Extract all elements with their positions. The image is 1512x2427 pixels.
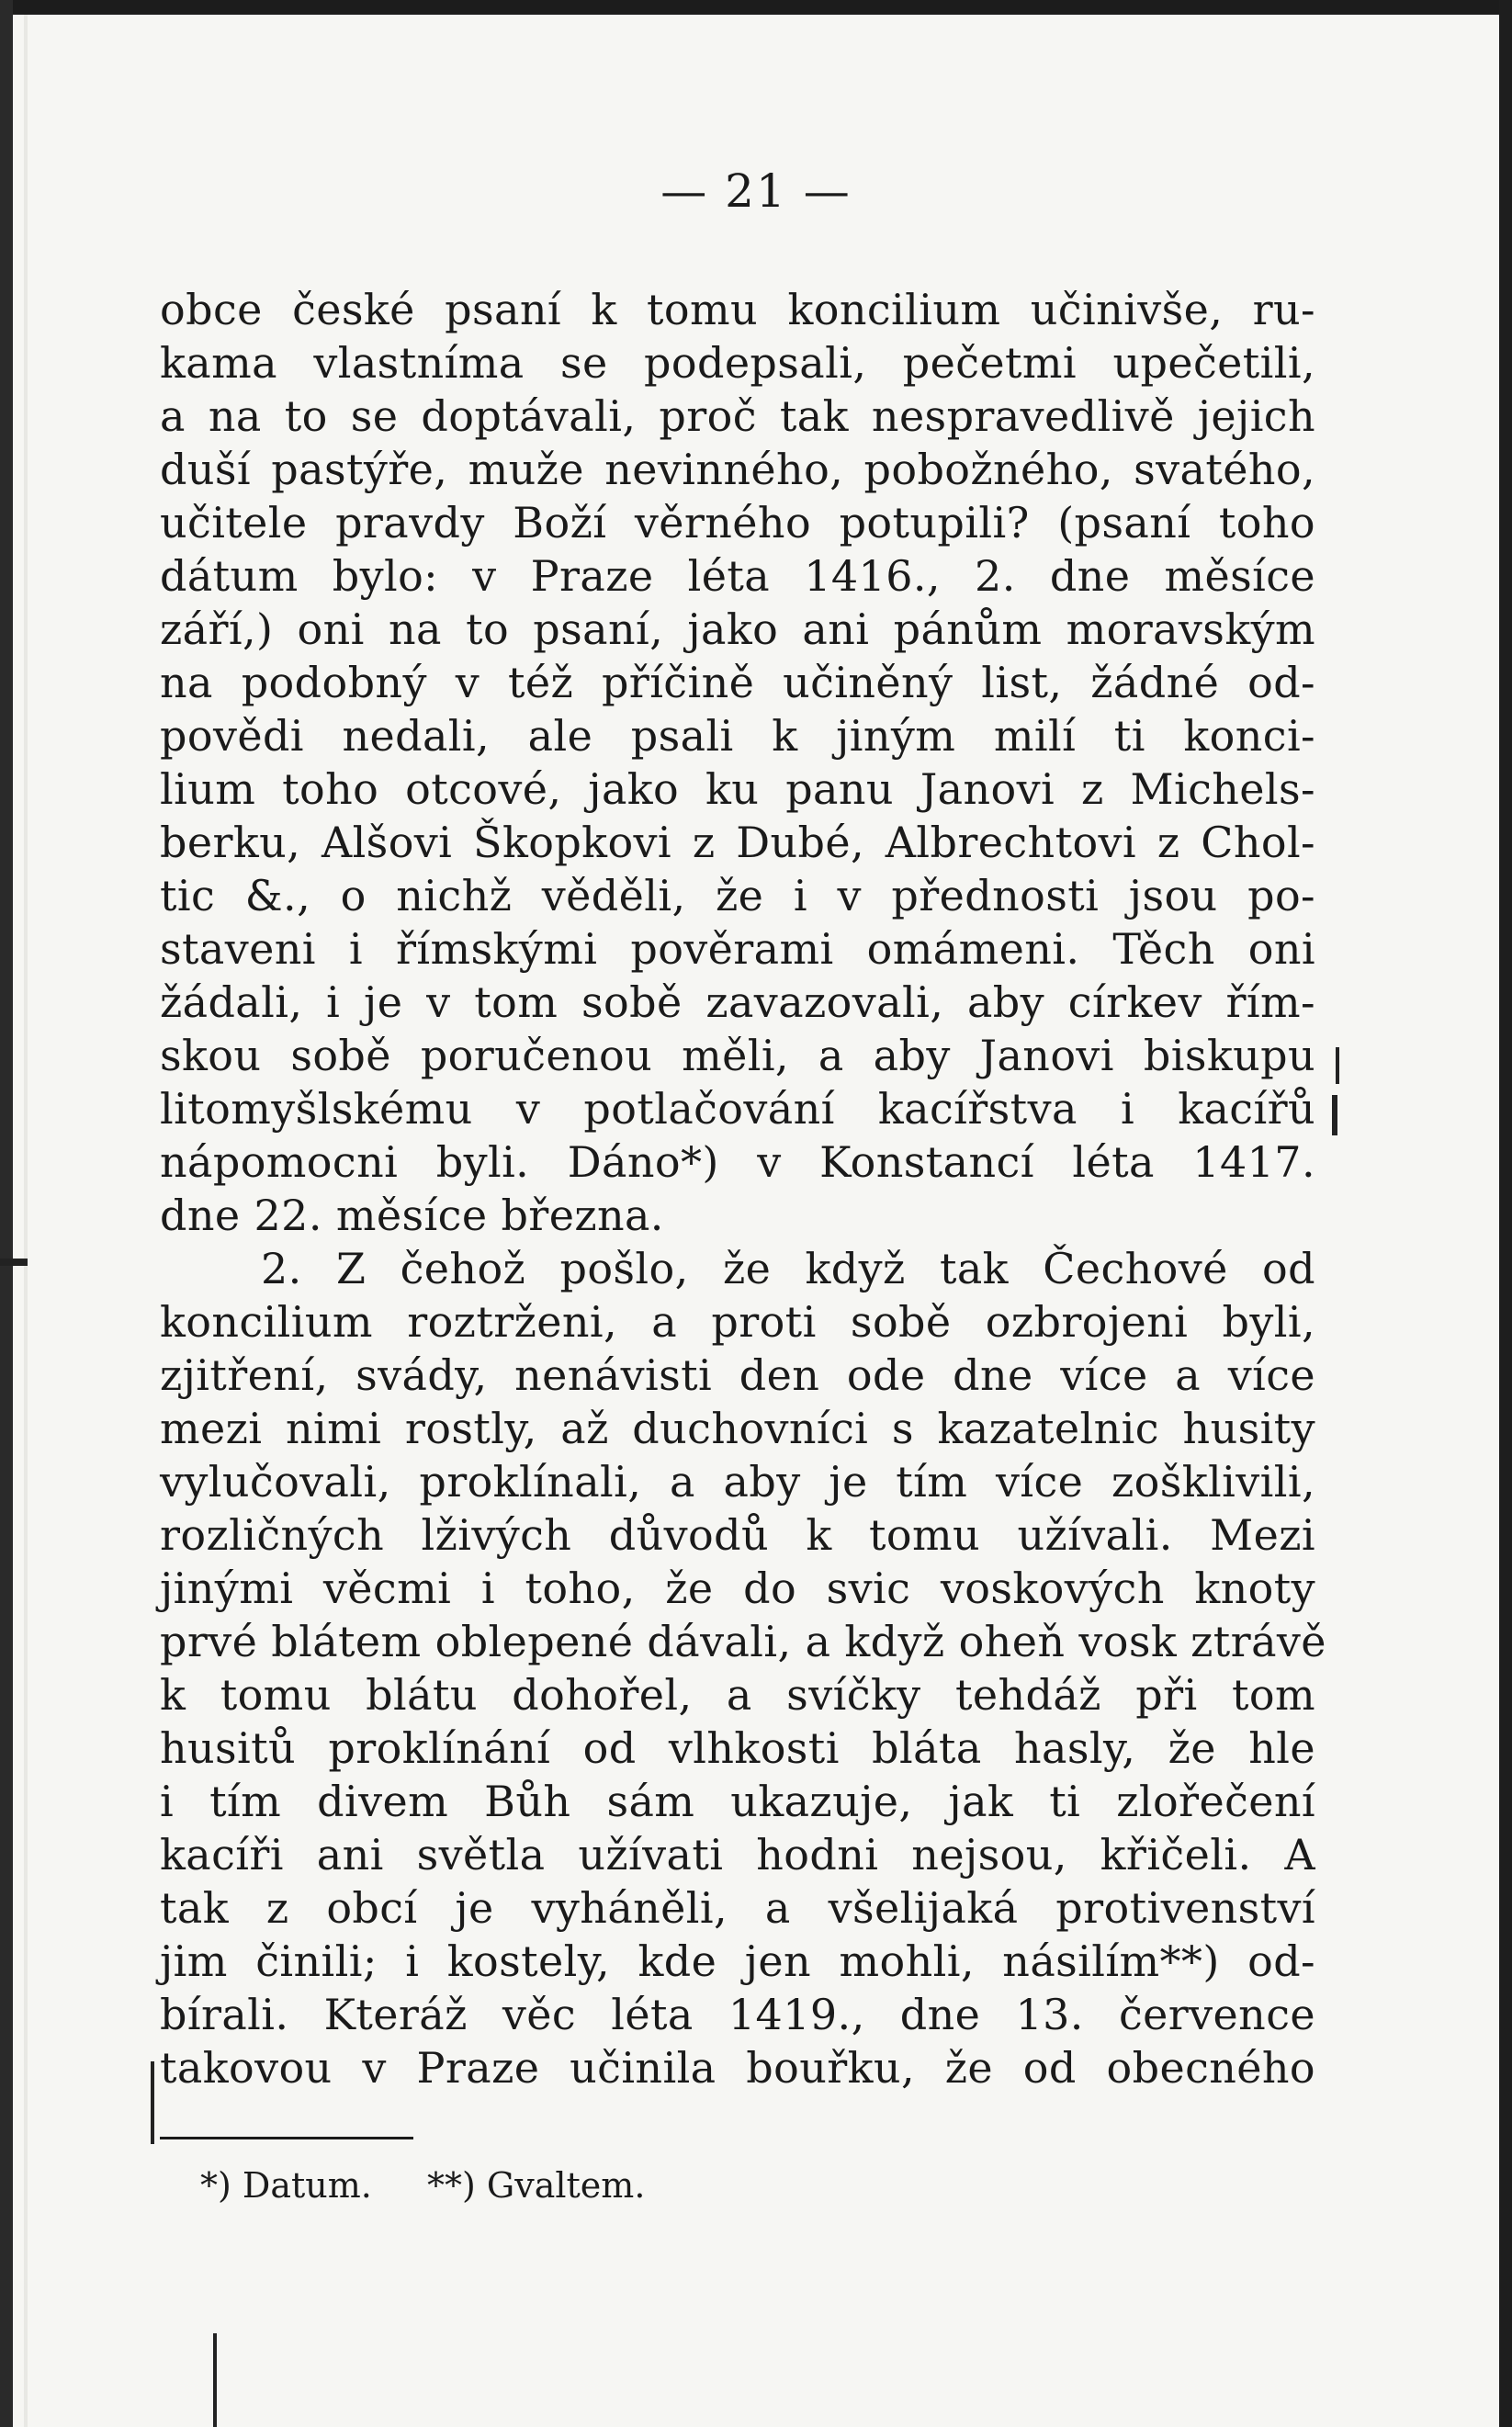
text-line: k tomu blátu dohořel, a svíčky tehdáž při tom: [160, 1670, 1315, 1720]
text-line: kama vlastníma se podepsali, pečetmi upečetili,: [160, 338, 1315, 388]
footnote-rule: [160, 2137, 413, 2139]
text-line: koncilium roztrženi, a proti sobě ozbrojeni byli,: [160, 1297, 1315, 1347]
footnote: **) Gvaltem.: [426, 2165, 646, 2206]
margin-mark: [1332, 1095, 1337, 1135]
text-line: tak z obcí je vyháněli, a všelijaká protivenství: [160, 1883, 1315, 1933]
text-line: nápomocni byli. Dáno*) v Konstancí léta 1417.: [160, 1137, 1315, 1187]
margin-mark: [1336, 1047, 1339, 1084]
scan-edge-top: [0, 0, 1512, 15]
text-line: bírali. Kteráž věc léta 1419., dne 13. července: [160, 1990, 1315, 2039]
text-line: i tím divem Bůh sám ukazuje, jak ti zlořečení: [160, 1777, 1315, 1826]
text-line: kacíři ani světla užívati hodni nejsou, křičeli. A: [160, 1830, 1315, 1880]
footnote: *) Datum.: [200, 2165, 372, 2206]
paragraph-start-line: 2. Z čehož pošlo, že když tak Čechové od: [261, 1244, 1315, 1293]
footnotes: [200, 2161, 689, 2210]
text-line: na podobný v též příčině učiněný list, žádné od-: [160, 658, 1315, 707]
text-line: duší pastýře, muže nevinného, pobožného, svatého,: [160, 445, 1315, 494]
text-line: takovou v Praze učinila bouřku, že od obecného: [160, 2043, 1315, 2093]
text-line: staveni i římskými pověrami omámeni. Těch oni: [160, 924, 1315, 974]
margin-mark: [0, 1259, 28, 1266]
text-line: dátum bylo: v Praze léta 1416., 2. dne měsíce: [160, 551, 1315, 601]
body-text: [160, 283, 1326, 2094]
text-line: lium toho otcové, jako ku panu Janovi z Michels-: [160, 764, 1315, 814]
text-line: husitů proklínání od vlhkosti bláta hasly, že hle: [160, 1723, 1315, 1773]
text-line: vylučovali, proklínali, a aby je tím více zošklivili,: [160, 1457, 1315, 1507]
text-line: povědi nedali, ale psali k jiným milí ti konci-: [160, 711, 1315, 761]
text-line: berku, Alšovi Škopkovi z Dubé, Albrechtovi z Chol-: [160, 818, 1315, 867]
text-line: mezi nimi rostly, až duchovníci s kazatelnic husity: [160, 1404, 1315, 1453]
margin-mark: [151, 2061, 154, 2144]
scan-edge-left: [0, 0, 13, 2427]
text-line: dne 22. měsíce března.: [160, 1191, 664, 1240]
text-line: tic &., o nichž věděli, že i v přednosti jsou po-: [160, 871, 1315, 920]
text-line: žádali, i je v tom sobě zavazovali, aby církev řím-: [160, 977, 1315, 1027]
text-line: obce české psaní k tomu koncilium učinivše, ru-: [160, 285, 1315, 334]
text-line: litomyšlskému v potlačování kacířstva i kacířů: [160, 1084, 1315, 1134]
text-line: jinými věcmi i toho, že do svic voskových knoty: [160, 1563, 1315, 1613]
text-line: prvé blátem oblepené dávali, a když oheň vosk ztrávě: [160, 1617, 1326, 1666]
text-line: zjitření, svády, nenávisti den ode dne více a více: [160, 1350, 1315, 1400]
scan-edge-left-inner: [24, 15, 28, 2427]
text-line: učitele pravdy Boží věrného potupili? (psaní toho: [160, 498, 1315, 547]
text-line: září,) oni na to psaní, jako ani pánům moravským: [160, 604, 1315, 654]
text-line: rozličných lživých důvodů k tomu užívali. Mezi: [160, 1510, 1315, 1560]
scan-edge-right: [1499, 0, 1512, 2427]
margin-mark: [213, 2333, 217, 2427]
text-line: jim činili; i kostely, kde jen mohli, násilím**) od-: [160, 1936, 1315, 1986]
text-line: a na to se doptávali, proč tak nespravedlivě jejich: [160, 391, 1315, 441]
text-line: skou sobě poručenou měli, a aby Janovi biskupu: [160, 1031, 1315, 1080]
page-number: — 21 —: [660, 164, 852, 218]
